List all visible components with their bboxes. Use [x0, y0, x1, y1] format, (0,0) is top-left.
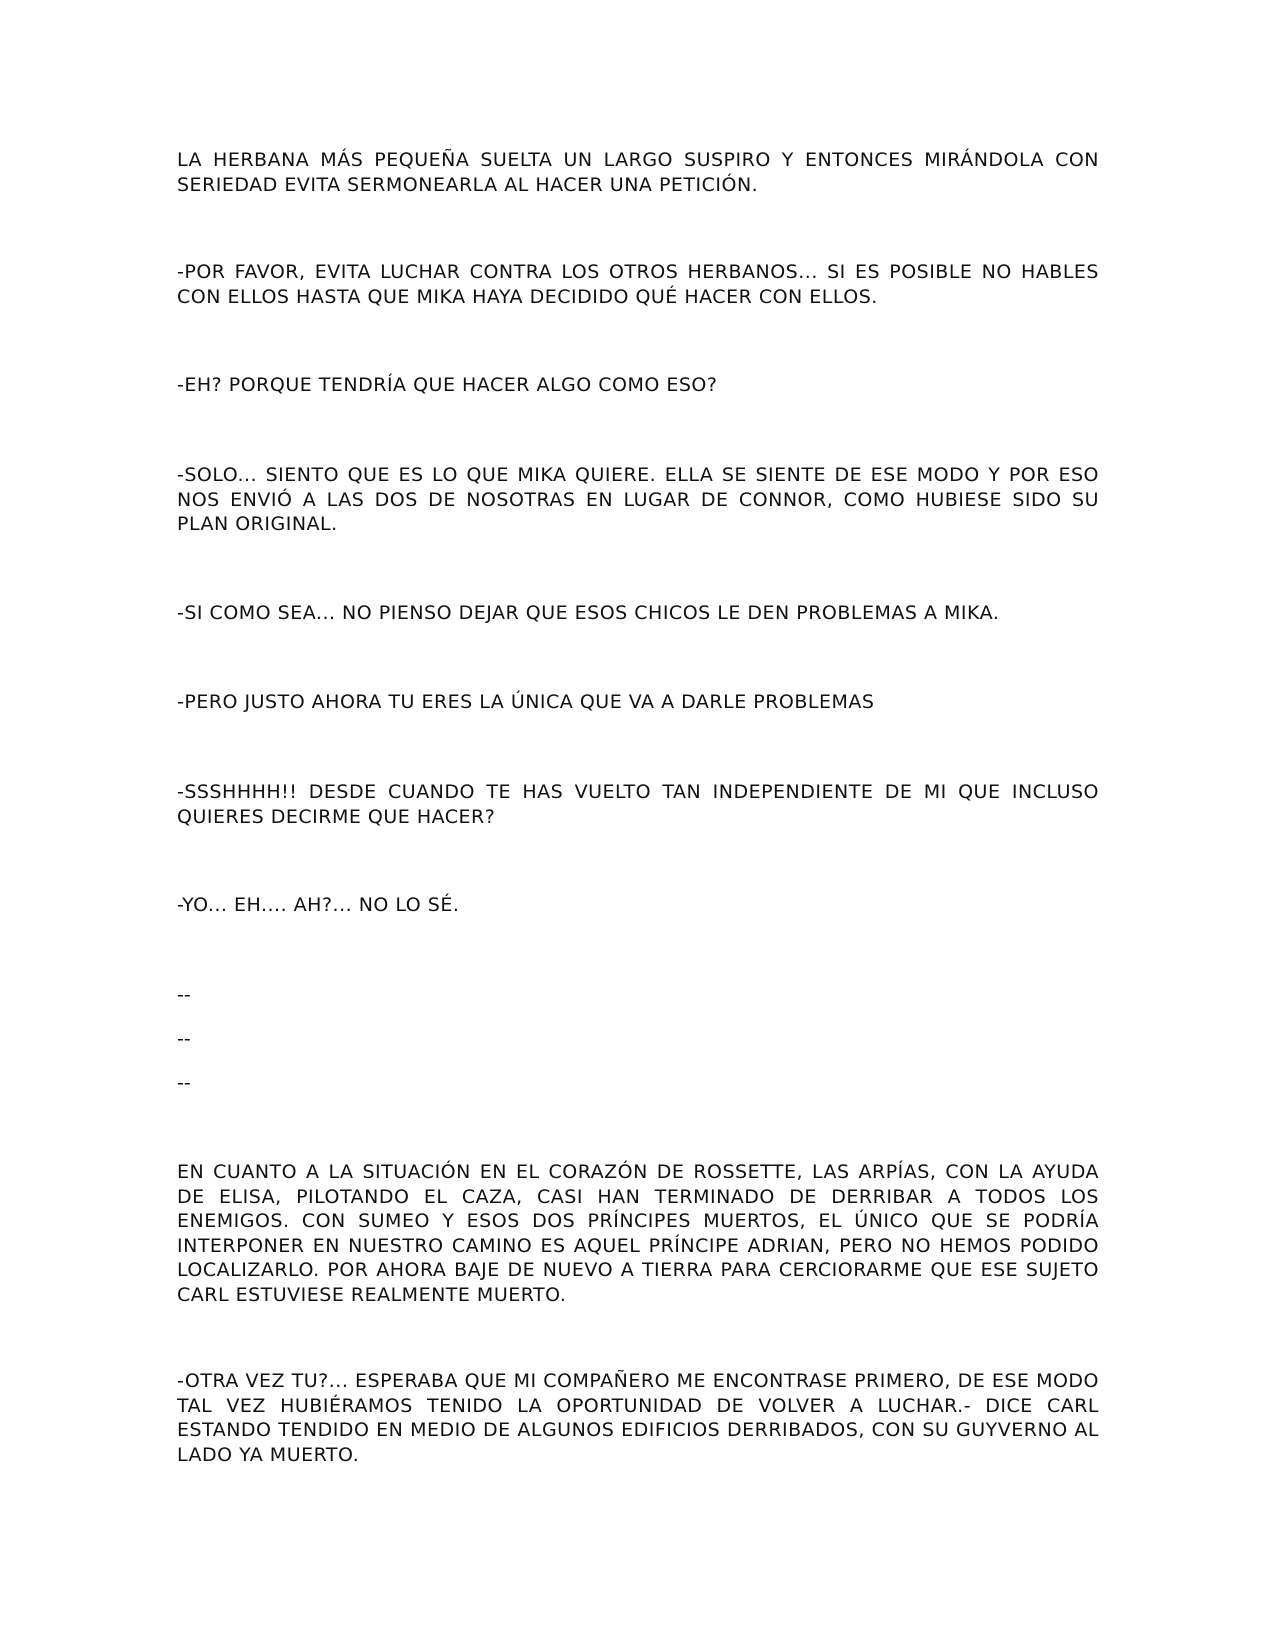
scene-separator: -- — [177, 1072, 191, 1094]
paragraph-dialogue-5: -PERO JUSTO AHORA TU ERES LA ÚNICA QUE VA A DARLE PROBLEMAS — [177, 691, 875, 713]
scene-separator: -- — [177, 984, 191, 1006]
paragraph-narration-1: LA HERBANA MÁS PEQUEÑA SUELTA UN LARGO SUSPIRO Y ENTONCES MIRÁNDOLA CON SERIEDAD EVITA SERMONEARLA AL HACER UNA PETICIÓN. — [177, 149, 1099, 196]
paragraph-narration-2: EN CUANTO A LA SITUACIÓN EN EL CORAZÓN DE ROSSETTE, LAS ARPÍAS, CON LA AYUDA DE ELISA, PILOTANDO EL CAZA, CASI HAN TERMINADO DE DERRIBAR A TODOS LOS ENEMIGOS. CON SUMEO Y ESOS DOS PRÍNCIPES MUERTOS, EL ÚNICO QUE SE PODRÍA INTERPONER EN NUESTRO CAMINO ES AQUEL PRÍNCIPE ADRIAN, PERO NO HEMOS PODIDO LOCALIZARLO. POR AHORA BAJE DE NUEVO A TIERRA PARA CERCIORARME QUE ESE SUJETO CARL ESTUVIESE REALMENTE MUERTO. — [177, 1161, 1099, 1306]
paragraph-dialogue-2: -EH? PORQUE TENDRÍA QUE HACER ALGO COMO ESO? — [177, 374, 718, 396]
paragraph-dialogue-7: -YO... EH.... AH?... NO LO SÉ. — [177, 894, 460, 916]
scene-separator: -- — [177, 1028, 191, 1050]
paragraph-dialogue-1: -POR FAVOR, EVITA LUCHAR CONTRA LOS OTROS HERBANOS... SI ES POSIBLE NO HABLES CON ELLOS HASTA QUE MIKA HAYA DECIDIDO QUÉ HACER CON ELLOS. — [177, 261, 1099, 308]
paragraph-dialogue-3: -SOLO... SIENTO QUE ES LO QUE MIKA QUIERE. ELLA SE SIENTE DE ESE MODO Y POR ESO NOS ENVIÓ A LAS DOS DE NOSOTRAS EN LUGAR DE CONNOR, COMO HUBIESE SIDO SU PLAN ORIGINAL. — [177, 464, 1099, 535]
paragraph-dialogue-4: -SI COMO SEA... NO PIENSO DEJAR QUE ESOS CHICOS LE DEN PROBLEMAS A MIKA. — [177, 602, 1000, 624]
paragraph-dialogue-8: -OTRA VEZ TU?... ESPERABA QUE MI COMPAÑERO ME ENCONTRASE PRIMERO, DE ESE MODO TAL VEZ HUBIÉRAMOS TENIDO LA OPORTUNIDAD DE VOLVER A LUCHAR.- DICE CARL ESTANDO TENDIDO EN MEDIO DE ALGUNOS EDIFICIOS DERRIBADOS, CON SU GUYVERNO AL LADO YA MUERTO. — [177, 1370, 1099, 1466]
paragraph-dialogue-6: -SSSHHHH!! DESDE CUANDO TE HAS VUELTO TAN INDEPENDIENTE DE MI QUE INCLUSO QUIERES DECIRME QUE HACER? — [177, 781, 1099, 828]
